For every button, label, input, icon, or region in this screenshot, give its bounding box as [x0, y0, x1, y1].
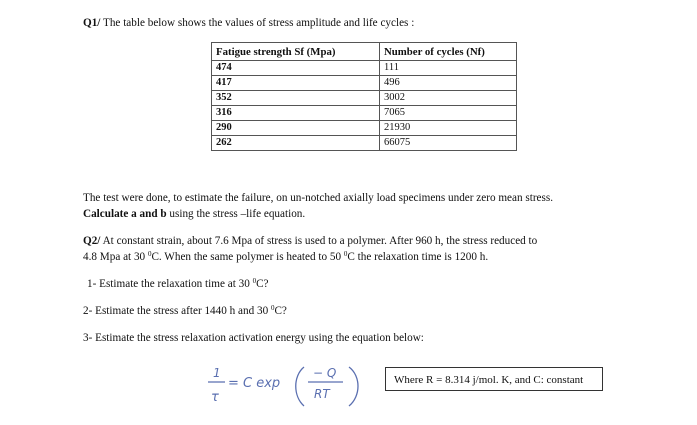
q2-item3: 3- Estimate the stress relaxation activation energy using the equation below:: [83, 332, 424, 344]
q2-item1-a: 1- Estimate the relaxation time at 30: [87, 278, 253, 290]
eq-frac-denominator: RT: [314, 387, 330, 401]
eq-lhs-numerator: 1: [213, 366, 221, 380]
q1-intro-text: The table below shows the values of stress amplitude and life cycles :: [100, 17, 415, 29]
cell-strength: 290: [212, 121, 380, 136]
cell-cycles: 66075: [380, 136, 517, 151]
eq-right-paren: [349, 367, 358, 406]
q2-item2-a: 2- Estimate the stress after 1440 h and 30: [83, 305, 271, 317]
cell-strength: 316: [212, 106, 380, 121]
q2-line1: [83, 234, 537, 248]
table-header-row: [212, 43, 517, 61]
q2-line2: [83, 250, 488, 264]
cell-cycles: 111: [380, 61, 517, 76]
q2-item1: [87, 277, 269, 291]
q2-item2: [83, 304, 287, 318]
header-number-of-cycles: Number of cycles (Nf): [380, 43, 517, 61]
q2-label: Q2/: [83, 235, 101, 247]
cell-strength: 474: [212, 61, 380, 76]
cell-cycles: 7065: [380, 106, 517, 121]
cell-cycles: 496: [380, 76, 517, 91]
cell-strength: 417: [212, 76, 380, 91]
table-row: [212, 76, 517, 91]
q1-text2-bold: Calculate a and b: [83, 208, 167, 220]
q1-text2: [83, 207, 305, 221]
cell-strength: 352: [212, 91, 380, 106]
cell-cycles: 21930: [380, 121, 517, 136]
degree-mark: 0: [343, 250, 348, 258]
table-row: [212, 136, 517, 151]
cell-strength: 262: [212, 136, 380, 151]
q1-intro: [83, 16, 414, 30]
q2-line2-a: 4.8 Mpa at 30: [83, 251, 148, 263]
q2-item1-b: C?: [256, 278, 269, 290]
equation-constants-box: Where R = 8.314 j/mol. K, and C: constant: [385, 367, 603, 391]
q2-line2-c: C the relaxation time is 1200 h.: [347, 251, 489, 263]
fatigue-table: [211, 42, 517, 151]
degree-mark: 0: [147, 250, 152, 258]
table-row: [212, 61, 517, 76]
degree-mark: 0: [252, 277, 257, 285]
q2-line1-text: At constant strain, about 7.6 Mpa of stress is used to a polymer. After 960 h, the stress reduced to: [100, 235, 538, 247]
cell-cycles: 3002: [380, 91, 517, 106]
q1-text2-rest: using the stress –life equation.: [166, 208, 306, 220]
degree-mark: 0: [270, 304, 275, 312]
q1-text1: The test were done, to estimate the failure, on un-notched axially load specimens under zero mean stress.: [83, 192, 554, 204]
eq-rhs: = C exp: [228, 376, 281, 391]
q2-line2-b: C. When the same polymer is heated to 50: [151, 251, 344, 263]
q2-item2-b: C?: [274, 305, 287, 317]
handwritten-equation: [203, 360, 373, 416]
table-row: [212, 91, 517, 106]
eq-frac-numerator: − Q: [313, 366, 337, 380]
eq-lhs-denominator: τ: [211, 390, 219, 405]
table-row: [212, 106, 517, 121]
table-row: [212, 121, 517, 136]
q1-label: Q1/: [83, 17, 101, 29]
eq-left-paren: [296, 367, 304, 406]
header-fatigue-strength: Fatigue strength Sf (Mpa): [212, 43, 380, 61]
